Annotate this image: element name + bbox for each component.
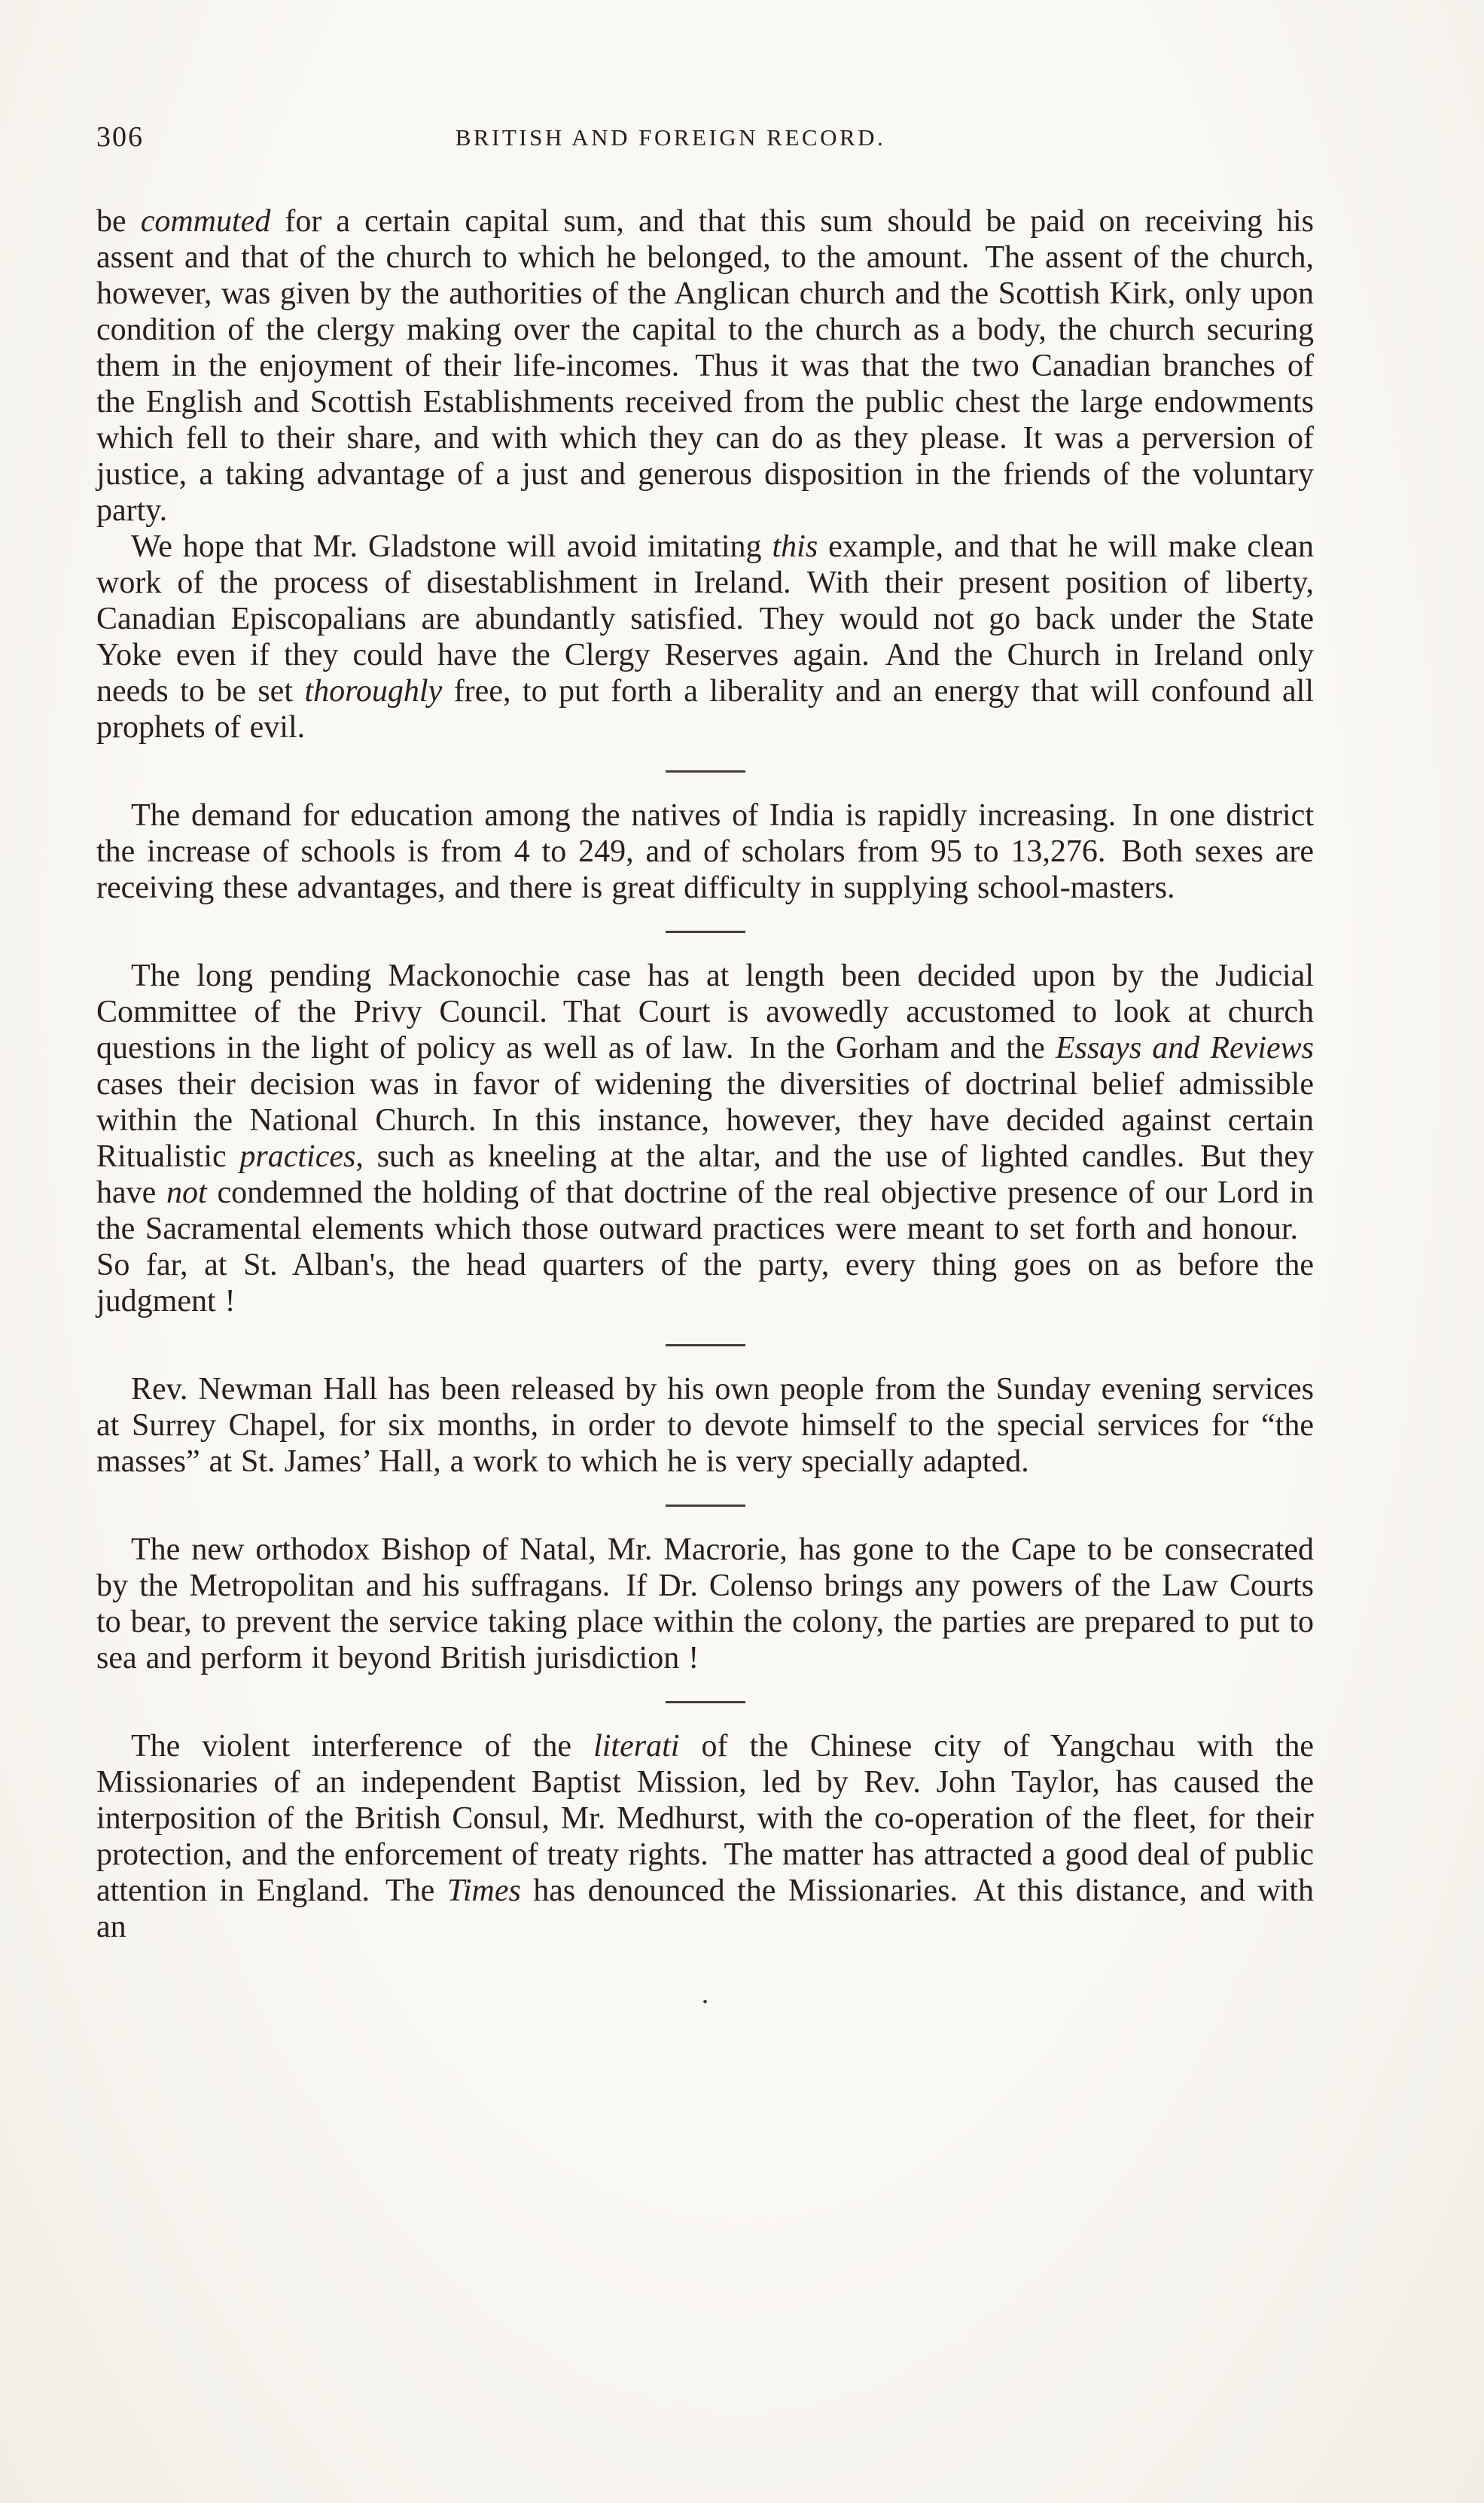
paragraph-commuted-capital: be commuted for a certain capital sum, and that this sum should be paid on receiving his assent and that of the church to which he belonged, to the amount. The assent of the church, however, was given by the authorities of the Anglican church and the Scottish Kirk, only upon condition of the clergy making over the capital to the church as a body, the church securing them in the enjoyment of their life-incomes. Thus it was that the two Canadian branches of the English and Scottish Establishments received from the public chest the large endowments which fell to their share, and with which they can do as they please. It was a perversion of justice, a taking advantage of a just and generous disposition in the friends of the voluntary party. [96,204,1314,528]
section-divider [666,770,745,773]
paragraph-gladstone-ireland: We hope that Mr. Gladstone will avoid imitating this example, and that he will make clean work of the process of disestablishment in Ireland. With their present position of liberty, Canadian Episcopalians are abundantly satisfied. They would not go back under the State Yoke even if they could have the Clergy Reserves again. And the Church in Ireland only needs to be set thoroughly free, to put forth a liberality and an energy that will confound all prophets of evil. [96,529,1315,745]
scan-artifact-dot: . [701,1976,709,2010]
section-divider [666,931,745,933]
section-divider [666,1344,745,1346]
text-block [96,203,1314,2008]
page-number: 306 [96,121,144,153]
paragraph-newman-hall: Rev. Newman Hall has been released by his own people from the Sunday evening services at Surrey Chapel, for six months, in order to devote himself to the special services for “the masses” at St. James’ Hall, a work to which he is very specially adapted. [96,1372,1314,1479]
section-divider [666,1505,745,1507]
paragraph-bishop-of-natal: The new orthodox Bishop of Natal, Mr. Macrorie, has gone to the Cape to be consecrated by the Metropolitan and his suffragans. If Dr. Colenso brings any powers of the Law Courts to bear, to prevent the service taking place within the colony, the parties are prepared to put to sea and perform it beyond British jurisdiction ! [96,1532,1314,1675]
paragraph-india-education: The demand for education among the natives of India is rapidly increasing. In one district the increase of schools is from 4 to 249, and of scholars from 95 to 13,276. Both sexes are receiving these advantages, and there is great difficulty in supplying school-masters. [96,798,1314,905]
section-divider [666,1701,745,1703]
running-title: BRITISH AND FOREIGN RECORD. [455,124,886,151]
paragraph-yangchau-missionaries: The violent interference of the literati of the Chinese city of Yangchau with the Missionaries of an independent Baptist Mission, led by Rev. John Taylor, has caused the interposition of the British Consul, Mr. Medhurst, with the co-operation of the fleet, for their protection, and the enforcement of treaty rights. The matter has attracted a good deal of public attention in England. The Times has denounced the Missionaries. At this distance, and with an [96,1729,1314,1944]
paragraph-mackonochie-case: The long pending Mackonochie case has at length been decided upon by the Judicial Committee of the Privy Council. That Court is avowedly accustomed to look at church questions in the light of policy as well as of law. In the Gorham and the Essays and Reviews cases their decision was in favor of widening the diversities of doctrinal belief admissible within the National Church. In this instance, however, they have decided against certain Ritualistic practices, such as kneeling at the altar, and the use of lighted candles. But they have not condemned the holding of that doctrine of the real objective presence of our Lord in the Sacramental elements which those outward practices were meant to set forth and honour. So far, at St. Alban's, the head quarters of the party, every thing goes on as before the judgment ! [96,959,1314,1319]
running-head [96,119,1314,154]
